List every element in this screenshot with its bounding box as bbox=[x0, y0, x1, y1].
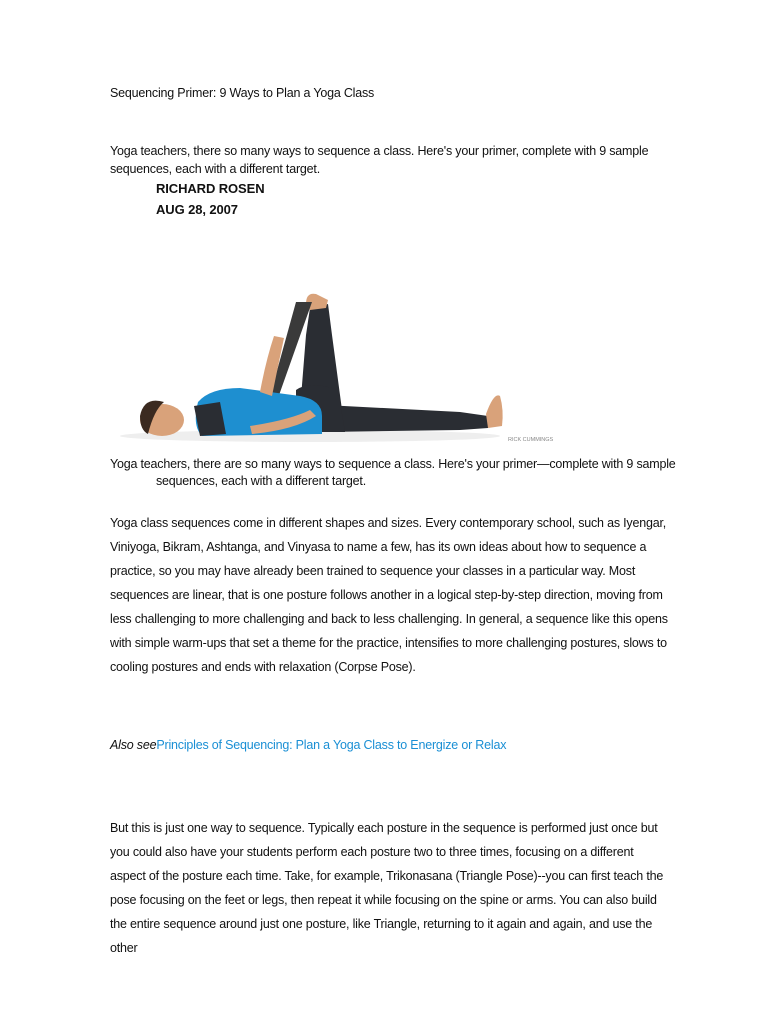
caption-line-1: Yoga teachers, there are so many ways to sequence a class. Here's your primer—complete with 9 sample bbox=[110, 457, 676, 471]
caption-line-2: sequences, each with a different target. bbox=[156, 474, 366, 488]
also-see-label: Also see bbox=[110, 738, 157, 752]
also-see-link[interactable]: Principles of Sequencing: Plan a Yoga Class to Energize or Relax bbox=[156, 738, 507, 752]
article-intro: Yoga teachers, there so many ways to sequence a class. Here's your primer, complete with 9 sample sequences, each with a different target. bbox=[110, 144, 649, 176]
photo-credit: RICK CUMMINGS bbox=[508, 437, 554, 443]
article-title: Sequencing Primer: 9 Ways to Plan a Yoga Class bbox=[110, 86, 375, 100]
author-name: RICHARD ROSEN bbox=[156, 181, 265, 196]
paragraph-2: But this is just one way to sequence. Typically each posture in the sequence is performed just once but you could also have your students perform each posture two to three times, focusing on a different aspect of the posture each time. Take, for example, Trikonasana (Triangle Pose)--you can first teach the pose focusing on the feet or legs, then repeat it while focusing on the spine or arms. You can also build the entire sequence around just one posture, like Triangle, returning to it again and again, and use the other bbox=[110, 821, 664, 955]
pants-leg-floor bbox=[325, 405, 488, 432]
foot-floor bbox=[486, 395, 503, 428]
yoga-pose-illustration bbox=[110, 220, 560, 450]
photo-caption bbox=[110, 456, 680, 490]
paragraph-1: Yoga class sequences come in different shapes and sizes. Every contemporary school, such as Iyengar, Viniyoga, Bikram, Ashtanga, and Vinyasa to name a few, has its own ideas about how to sequence a practice, so you may have already been trained to sequence your classes in a particular way. Most sequences are linear, that is one posture follows another in a logical step-by-step direction, moving from less challenging to more challenging and back to less challenging. In general, a sequence like this opens with simple warm-ups that set a theme for the practice, intensifies to more challenging postures, slows to cooling postures and ends with relaxation (Corpse Pose). bbox=[110, 516, 668, 674]
also-see-row bbox=[110, 738, 506, 752]
article-photo bbox=[110, 220, 560, 450]
publish-date: AUG 28, 2007 bbox=[156, 202, 238, 217]
